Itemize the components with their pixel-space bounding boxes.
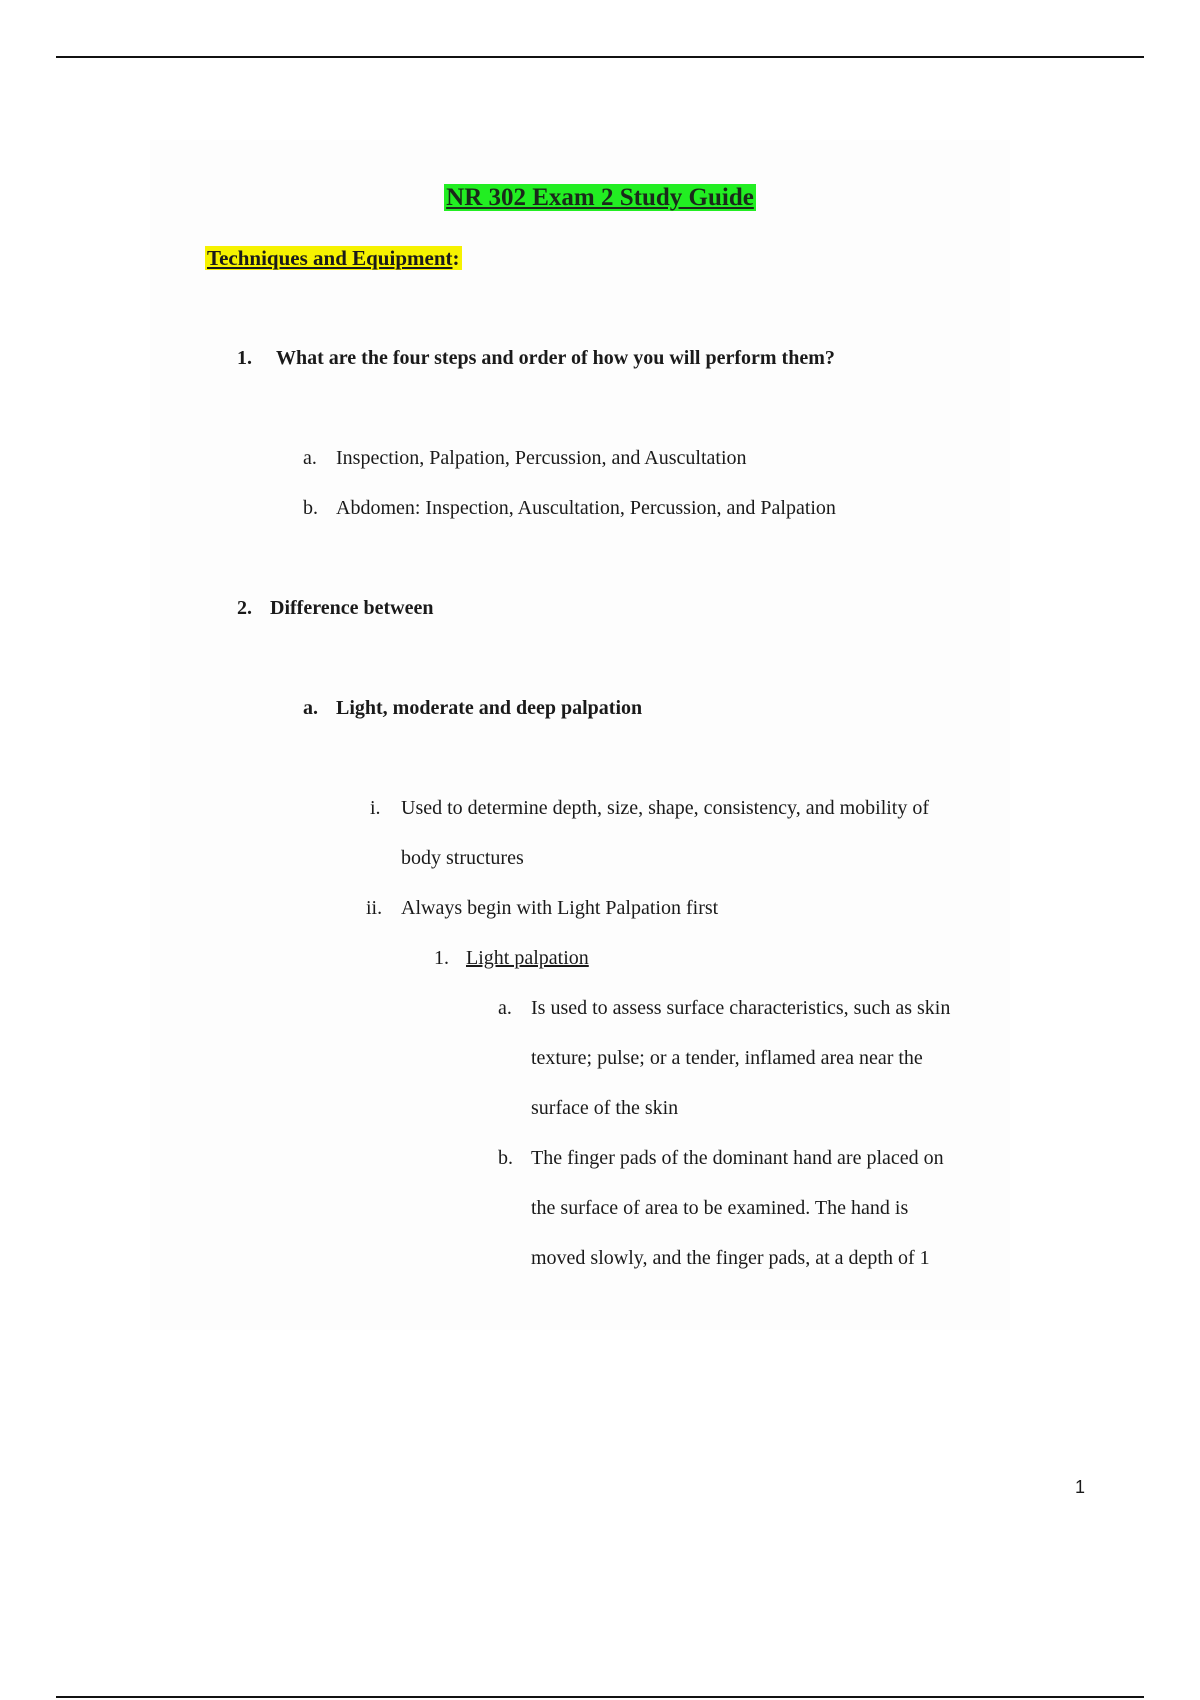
answer-1a: a. Inspection, Palpation, Percussion, and Auscultation [303, 447, 747, 469]
point-i-line-1: i. Used to determine depth, size, shape, consistency, and mobility of [370, 797, 930, 819]
answer-1b: b. Abdomen: Inspection, Auscultation, Percussion, and Palpation [303, 497, 836, 519]
section-heading: Techniques and Equipment: [207, 246, 460, 270]
point-ii: ii. Always begin with Light Palpation first [366, 897, 719, 919]
top-rule [56, 56, 1144, 58]
question-2a: a. Light, moderate and deep palpation [303, 697, 643, 719]
detail-a-line-2: texture; pulse; or a tender, inflamed area near the [531, 1047, 923, 1069]
detail-b-line-1: b. The finger pads of the dominant hand are placed on [498, 1147, 944, 1169]
light-palpation-label: 1. Light palpation [434, 947, 589, 969]
page-number: 1 [1075, 1477, 1086, 1497]
bottom-rule [56, 1696, 1144, 1698]
question-1: 1. What are the four steps and order of how you will perform them? [237, 347, 835, 369]
document-title: NR 302 Exam 2 Study Guide [446, 184, 754, 211]
detail-a-line-1: a. Is used to assess surface characteristics, such as skin [498, 997, 951, 1019]
point-i-line-2: body structures [401, 847, 524, 869]
detail-b-line-3: moved slowly, and the finger pads, at a depth of 1 [531, 1247, 930, 1269]
question-2: 2. Difference between [237, 597, 434, 619]
detail-a-line-3: surface of the skin [531, 1097, 679, 1119]
detail-b-line-2: the surface of area to be examined. The hand is [531, 1197, 909, 1219]
